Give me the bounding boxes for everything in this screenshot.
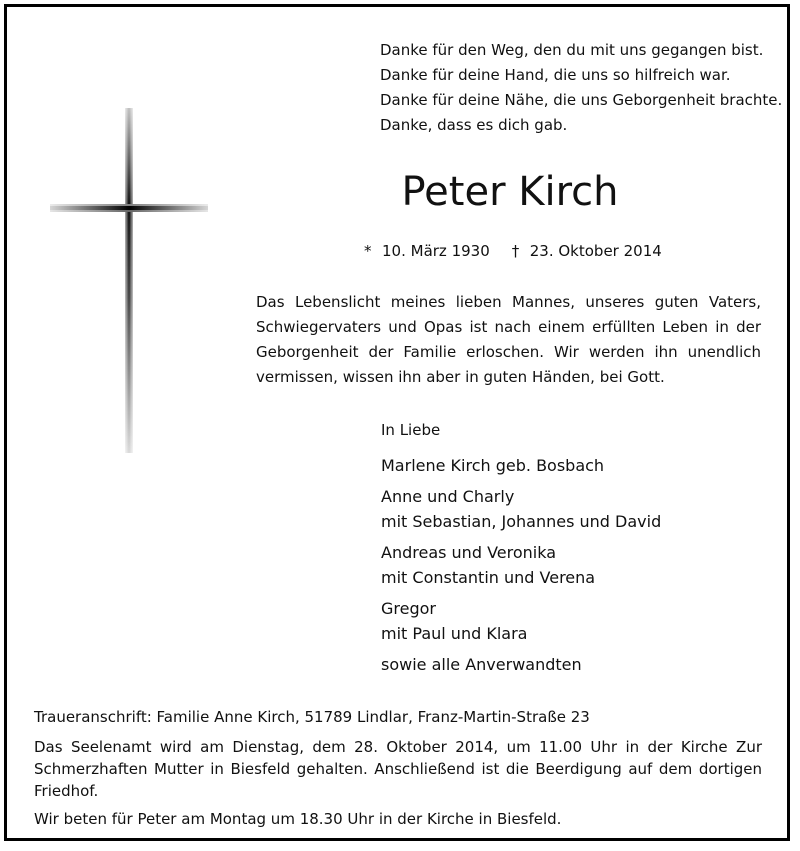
mourners-list: [381, 418, 781, 677]
mourner-line: Andreas und Veronika: [381, 543, 556, 562]
life-dates: [364, 240, 724, 262]
mourner-line: mit Sebastian, Johannes und David: [381, 512, 662, 531]
poem: [380, 38, 783, 138]
closing-line: sowie alle Anverwandten: [381, 655, 582, 674]
mourner-line: Gregor: [381, 599, 436, 618]
mourning-address: Traueranschrift: Familie Anne Kirch, 51789 Lindlar, Franz-Martin-Straße 23: [34, 708, 590, 726]
poem-line: Danke für den Weg, den du mit uns gegangen bist.: [380, 41, 764, 59]
birth-symbol: *: [364, 242, 372, 260]
service-details: Das Seelenamt wird am Dienstag, dem 28. Oktober 2014, um 11.00 Uhr in der Kirche Zur Schmerzhaften Mutter in Biesfeld gehalten. Anschließend ist die Beerdigung auf dem dortigen Friedhof.: [34, 738, 762, 800]
mourner-line: mit Constantin und Verena: [381, 568, 596, 587]
mourner-group: [381, 453, 781, 478]
cross-icon: [50, 108, 208, 453]
announcement-text: Das Lebenslicht meines lieben Mannes, unseres guten Vaters, Schwiegervaters und Opas ist nach einem erfüllten Leben in der Geborgenheit der Familie erloschen. Wir werden ihn unendlich vermissen, wissen ihn aber in guten Händen, bei Gott.: [256, 293, 761, 386]
mourner-group: [381, 540, 781, 590]
deceased-name: Peter Kirch: [401, 169, 619, 215]
mourner-group: [381, 596, 781, 646]
mourner-group: [381, 484, 781, 534]
death-symbol: †: [511, 242, 520, 260]
mourner-line: Marlene Kirch geb. Bosbach: [381, 456, 605, 475]
prayer-notice: Wir beten für Peter am Montag um 18.30 Uhr in der Kirche in Biesfeld.: [34, 810, 562, 828]
greeting: In Liebe: [381, 421, 441, 439]
mourner-line: Anne und Charly: [381, 487, 515, 506]
mourner-line: mit Paul und Klara: [381, 624, 528, 643]
poem-line: Danke für deine Nähe, die uns Geborgenheit brachte.: [380, 91, 783, 109]
birth-date: 10. März 1930: [382, 242, 490, 260]
poem-line: Danke, dass es dich gab.: [380, 116, 568, 134]
poem-line: Danke für deine Hand, die uns so hilfreich war.: [380, 66, 731, 84]
death-date: 23. Oktober 2014: [529, 242, 662, 260]
